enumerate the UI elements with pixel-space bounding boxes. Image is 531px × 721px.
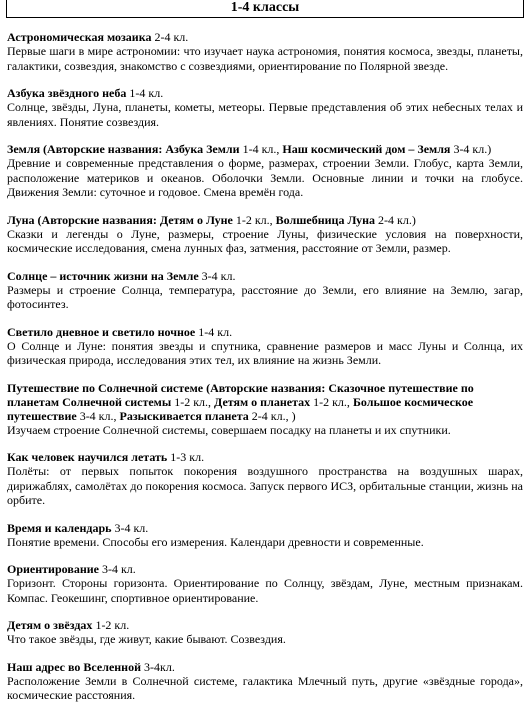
course-entry (7, 213, 523, 256)
course-description: Что такое звёзды, где живут, какие бывают. Созвездия. (7, 632, 286, 646)
course-heading (7, 381, 523, 423)
course-grade: 3-4кл. (141, 659, 175, 674)
course-title: Время и календарь (7, 520, 112, 535)
course-description: Изучаем строение Солнечной системы, совершаем посадку на планеты и их спутники. (7, 422, 451, 437)
course-grade: 1-4 кл. (195, 324, 233, 339)
course-description: О Солнце и Луне: понятия звезды и спутника, сравнение размеров и масс Луны и Солнца, их физическая природа, исследования этих тел, их влияние на жизнь Земли. (7, 338, 523, 367)
course-description: Древние и современные представления о форме, размерах, строении Земли. Глобус, карта Земли, расположение материков и океанов. Оболочки Земли. Основные линии и точки на глобусе. Движения Земли: суточное и годовое. Смена времён года. (7, 156, 523, 199)
course-entry (7, 660, 523, 703)
course-entry (7, 618, 523, 647)
course-alt-grade: 2-4 кл., ) (248, 408, 296, 423)
course-grade: 1-2 кл., (171, 394, 212, 409)
course-alt-grade: 2-4 кл.) (375, 212, 416, 227)
course-description: Первые шаги в мире астрономии: что изучает наука астрономия, понятия космоса, звезды, планеты, галактики, созвездия, знакомство с созвездиями, ориентирование по Полярной звезде. (7, 44, 523, 73)
course-entry (7, 30, 523, 73)
course-description: Расположение Земли в Солнечной системе, галактика Млечный путь, другие «звёздные города», космические расстояния. (7, 673, 523, 702)
course-alt-title: Большое космическое путешествие (7, 394, 474, 423)
course-grade: 1-2 кл., (232, 212, 273, 227)
course-title: Светило дневное и светило ночное (7, 324, 196, 339)
course-grade: 1-2 кл. (92, 618, 130, 632)
course-entry (7, 269, 523, 312)
course-heading (7, 86, 523, 100)
course-grade: 3-4 кл. (198, 268, 236, 283)
course-description: Горизонт. Стороны горизонта. Ориентирование по Солнцу, звёздам, Луне, местным признакам. Компас. Геокешинг, спортивное ориентирование. (7, 576, 523, 605)
course-entry (7, 450, 523, 508)
course-heading (7, 618, 523, 632)
course-alt-title: Разыскивается планета (116, 408, 249, 423)
course-title: Ориентирование (7, 562, 99, 576)
course-grade: 3-4 кл. (98, 562, 136, 576)
course-alt-grade: 3-4 кл.) (450, 142, 492, 156)
course-entry (7, 521, 523, 550)
course-description: Полёты: от первых попыток покорения воздушного пространства на воздушных шарах, дирижаблях, самолётах до покорения космоса. Запуск первого ИСЗ, орбитальные станции, жизнь на орбите. (7, 464, 523, 507)
course-heading (7, 450, 523, 464)
course-description: Сказки и легенды о Луне, размеры, строение Луны, физические условия на поверхности, космические исследования, смена лунных фаз, затмения, расстояние от Земли, размер. (7, 226, 523, 255)
course-grade: 1-4 кл., (239, 142, 280, 156)
course-entry (7, 325, 523, 368)
course-heading (7, 521, 523, 535)
course-heading (7, 142, 523, 156)
course-title: Наш адрес во Вселенной (7, 659, 142, 674)
course-alt-title: Наш космический дом – Земля (279, 142, 451, 156)
course-entry (7, 86, 523, 129)
course-grade: 1-4 кл. (126, 86, 164, 100)
course-title: Детям о звёздах (7, 618, 93, 632)
course-grade: 3-4 кл. (111, 520, 149, 535)
course-title: Как человек научился летать (7, 450, 168, 464)
course-heading (7, 660, 523, 674)
course-entry (7, 381, 523, 438)
course-title: Солнце – источник жизни на Земле (7, 268, 199, 283)
course-heading (7, 269, 523, 283)
course-description: Солнце, звёзды, Луна, планеты, кометы, метеоры. Первые представления об этих небесных телах и явлениях. Понятие созвездия. (7, 100, 523, 129)
course-alt-grade: 3-4 кл., (76, 408, 117, 423)
course-title: Земля (Авторские названия: Азбука Земли (7, 142, 240, 156)
course-alt-title: Волшебница Луна (272, 212, 376, 227)
course-entry (7, 142, 523, 200)
course-heading (7, 325, 523, 339)
course-title: Азбука звёздного неба (7, 86, 127, 100)
course-description: Понятие времени. Способы его измерения. Календари древности и современные. (7, 534, 424, 549)
course-title: Луна (Авторские названия: Детям о Луне (7, 212, 233, 227)
course-alt-title: Детям о планетах (211, 394, 311, 409)
course-grade: 2-4 кл. (151, 30, 189, 44)
course-heading (7, 562, 523, 576)
course-title: Астрономическая мозаика (7, 30, 152, 44)
course-heading (7, 213, 523, 227)
course-alt-grade: 1-2 кл., (310, 394, 350, 409)
course-title: Путешествие по Солнечной системе (Авторские названия: Сказочное путешествие по планетам Солнечной системы (7, 380, 474, 409)
course-description: Размеры и строение Солнца, температура, расстояние до Земли, его влияние на Землю, загар, фотосинтез. (7, 282, 523, 311)
page-title: 1-4 классы (6, 0, 524, 18)
course-heading (7, 30, 523, 44)
course-entry (7, 562, 523, 605)
course-grade: 1-3 кл. (167, 450, 205, 464)
